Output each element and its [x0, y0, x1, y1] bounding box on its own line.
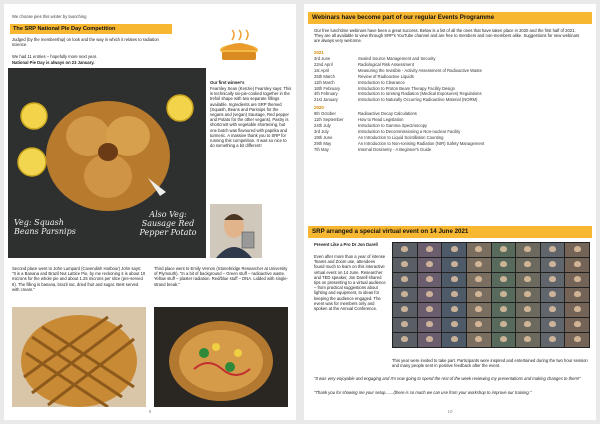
quote-1: "It was very enjoyable and engaging and I'm now going to spend the rest of the week reviewing my presentations and making changes to them!"	[314, 376, 581, 381]
webinar-title: Radiological Risk Assessment	[358, 61, 414, 67]
participant-video-tile	[516, 318, 540, 332]
participant-video-tile	[442, 258, 466, 272]
participant-video-tile	[565, 333, 589, 347]
participant-video-tile	[467, 303, 491, 317]
participant-video-tile	[516, 243, 540, 257]
pie-day-text: National Pie Day is always on 23 January.	[12, 60, 95, 65]
participant-video-tile	[442, 243, 466, 257]
participant-video-tile	[516, 288, 540, 302]
participant-video-tile	[565, 273, 589, 287]
participant-video-tile	[393, 258, 417, 272]
event-text: Even after more than a year of intense Teams and Zoom use, attendees found much to learn on this interactive virtual event on 14 June. Researcher and TED speaker, Jon Darell shared tips on presenting to a virtual audience – from practical suggestions about lighting and equipment, to ideas for keeping the audience engaged. The event was for members only and spoken at the Annual Conference.	[314, 254, 386, 312]
webinar-date: 21st January	[314, 97, 338, 103]
participant-video-tile	[418, 333, 442, 347]
schedule-2020-list	[314, 111, 586, 152]
webinar-title: Review of Radioactive Liquids	[358, 73, 414, 79]
participant-video-tile	[442, 318, 466, 332]
third-place-text: Third place went to Emily Vernon (Stonebridge Researcher at University of Plymouth). "In a bit of background – Green stuff – radioactive waste. Yellow stuff – plaster radiation. Red/blue stuff – DNA. Lidded with single-strand break."	[154, 266, 288, 287]
participant-video-tile	[467, 288, 491, 302]
participant-video-tile	[516, 258, 540, 272]
participant-video-tile	[418, 303, 442, 317]
second-place-text: Second place went to John Lumpard (Cavendish Harbour) John says: "It is a Banana and Brazil Nut Lattice Pie, by me reckoning it is about 10 microns for the whole pie and about 1.25 microns per slice (pre-served 8). The filling is banana, brazil nut, dried fruit and sugar. Best served with cream."	[12, 266, 146, 292]
participant-video-tile	[492, 258, 516, 272]
webinar-title: An Introduction to Liquid Scintillation Counting	[358, 134, 444, 140]
webinar-title: Introduction to Decommissioning a Non-nuclear Facility	[358, 128, 461, 134]
left-page	[4, 4, 296, 420]
webinar-title: How to Read Legislation	[358, 117, 404, 123]
participant-video-tile	[418, 273, 442, 287]
webinar-date: 18th February	[314, 85, 341, 91]
participant-video-tile	[442, 288, 466, 302]
webinar-title: Sealed Source Management and Security	[358, 56, 436, 61]
chalk-left-text: Veg: Squash Beans Parsnips	[14, 218, 76, 236]
webinar-date: 29th May	[314, 140, 332, 146]
event-continue-text: This year were invited to take part. Participants were inspired and entertained during the two hour session and many people sent in positive feedback after the event.	[392, 358, 588, 369]
participant-video-tile	[492, 318, 516, 332]
participant-video-tile	[393, 333, 417, 347]
event-title: SRP arranged a special virtual event on 14 June 2021	[308, 226, 592, 238]
participant-video-tile	[418, 318, 442, 332]
webinar-date: 25th March	[314, 73, 335, 79]
webinar-date: 11th September	[314, 117, 344, 123]
participant-video-tile	[492, 303, 516, 317]
participant-video-tile	[393, 288, 417, 302]
participant-video-tile	[393, 318, 417, 332]
webinar-date: 24th July	[314, 123, 331, 129]
judging-text: Judged (by the membership) on look and the way in which it relates to radiation science.	[12, 37, 159, 48]
webinar-title: Introduction to Ionising Radiation (Medical Exposures) Regulations	[358, 91, 482, 97]
webinar-title: Introduction to Gamma Spectroscopy	[358, 123, 428, 129]
webinars-intro: Our free lunchtime webinars have been a great success. Below is a list of all the ones that have taken place in 2020 and the first half of 2021. They are all available to view through SRP's YouTube channel and are free to members and non-members alike. Suggestions for new webinars are always very welcome.	[314, 28, 580, 44]
webinar-date: 4th February	[314, 91, 338, 97]
winning-pie-photo	[8, 68, 206, 258]
webinar-title: An Introduction to Non-Ionising Radiation (NIR) Safety Management	[358, 140, 485, 146]
webinar-date: 9th October	[314, 111, 336, 117]
intro-text: We choose pies this winter by launching	[12, 14, 87, 19]
chalk-right-text: Also Veg: Sausage Red Pepper Potato	[139, 210, 197, 237]
participant-video-tile	[467, 258, 491, 272]
participant-video-tile	[565, 258, 589, 272]
webinar-date: 19th June	[314, 134, 333, 140]
webinar-date: 3rd June	[314, 56, 331, 61]
webinar-title: Radioactive Decay Calculations	[358, 111, 417, 117]
webinar-title: Measuring the Invisible - Activity Assessment of Radioactive Waste	[358, 67, 482, 73]
participant-video-tile	[565, 243, 589, 257]
participant-video-tile	[492, 288, 516, 302]
participant-video-tile	[442, 333, 466, 347]
participant-video-tile	[492, 333, 516, 347]
event-heading: Prevent Like a Pro Dr Jon Darell	[314, 242, 378, 247]
participant-video-tile	[565, 318, 589, 332]
participant-video-tile	[492, 243, 516, 257]
webinars-title: Webinars have become part of our regular Events Programme	[308, 12, 592, 24]
webinar-date: 11th March	[314, 79, 335, 85]
webinar-date: 3rd July	[314, 128, 329, 134]
participant-video-tile	[492, 273, 516, 287]
participant-video-tile	[393, 273, 417, 287]
participant-video-tile	[467, 273, 491, 287]
participant-video-tile	[418, 288, 442, 302]
participant-video-tile	[541, 333, 565, 347]
winner-text: Fearnley Sean (Kenzie) Fearnley says: This is technically six-pie-cooked together in the trefoil shape with two separate fillings available. Ingredients are SRP themed (Squash, Beans and Parsnips for the vegans and (vegan) Sausage, Red pepper and Potato for the other vegans). Pastry is shortcrust with vegetable shortening, but one batch was flavoured with paprika and turmeric. A massive thank you to SRP for running this competition. It was so nice to do something a bit different!	[210, 86, 292, 149]
participant-video-tile	[565, 303, 589, 317]
participant-video-tile	[565, 288, 589, 302]
webinar-title: Introduction to Proton Beam Therapy Facility Design	[358, 85, 455, 91]
participant-video-tile	[467, 243, 491, 257]
participant-video-tile	[418, 243, 442, 257]
webinar-title: Internal Dosimetry - A Beginner's Guide	[358, 146, 432, 152]
participant-video-tile	[467, 318, 491, 332]
year-2020-label: 2020	[314, 105, 324, 111]
participant-video-tile	[516, 303, 540, 317]
quote-2: "Thank you for showing me your setup.......(there is so much we can use from your workshop to improve our training."	[314, 390, 532, 395]
webinar-date: 1st April	[314, 67, 329, 73]
webinar-schedule	[314, 48, 586, 153]
participant-video-tile	[541, 273, 565, 287]
participant-video-tile	[516, 333, 540, 347]
participant-video-tile	[467, 333, 491, 347]
webinar-date: 22nd April	[314, 61, 333, 67]
participant-video-tile	[541, 318, 565, 332]
right-page	[304, 4, 596, 420]
participant-video-tile	[418, 258, 442, 272]
right-page-number: 10	[447, 409, 453, 414]
participant-video-tile	[393, 243, 417, 257]
webinar-title: Introduction to Naturally Occurring Radioactive Material (NORM)	[358, 97, 478, 103]
participant-video-tile	[541, 303, 565, 317]
participant-video-tile	[442, 303, 466, 317]
participant-video-tile	[541, 243, 565, 257]
competition-title: The SRP National Pie Day Competition	[10, 24, 172, 34]
winner-heading: Our first winner's	[210, 80, 245, 85]
participant-grid	[392, 242, 590, 348]
webinar-row	[314, 147, 586, 153]
webinar-row	[314, 97, 586, 103]
winner-portrait	[210, 204, 262, 258]
participant-video-tile	[442, 273, 466, 287]
participant-video-tile	[541, 258, 565, 272]
second-place-pie-photo	[12, 307, 146, 407]
participant-video-tile	[393, 303, 417, 317]
third-place-pie-photo	[154, 307, 288, 407]
webinar-date: 7th May	[314, 146, 329, 152]
entries-text: We had 11 entries – hopefully more next year.	[12, 54, 98, 59]
schedule-2021-list	[314, 56, 586, 103]
pie-illustration-icon	[218, 26, 260, 66]
participant-video-tile	[516, 273, 540, 287]
left-page-number: 9	[148, 409, 152, 414]
year-2021-label: 2021	[314, 50, 324, 55]
webinar-title: Introduction to Clearance	[358, 79, 405, 85]
participant-video-tile	[541, 288, 565, 302]
virtual-event-screenshot	[392, 242, 590, 356]
